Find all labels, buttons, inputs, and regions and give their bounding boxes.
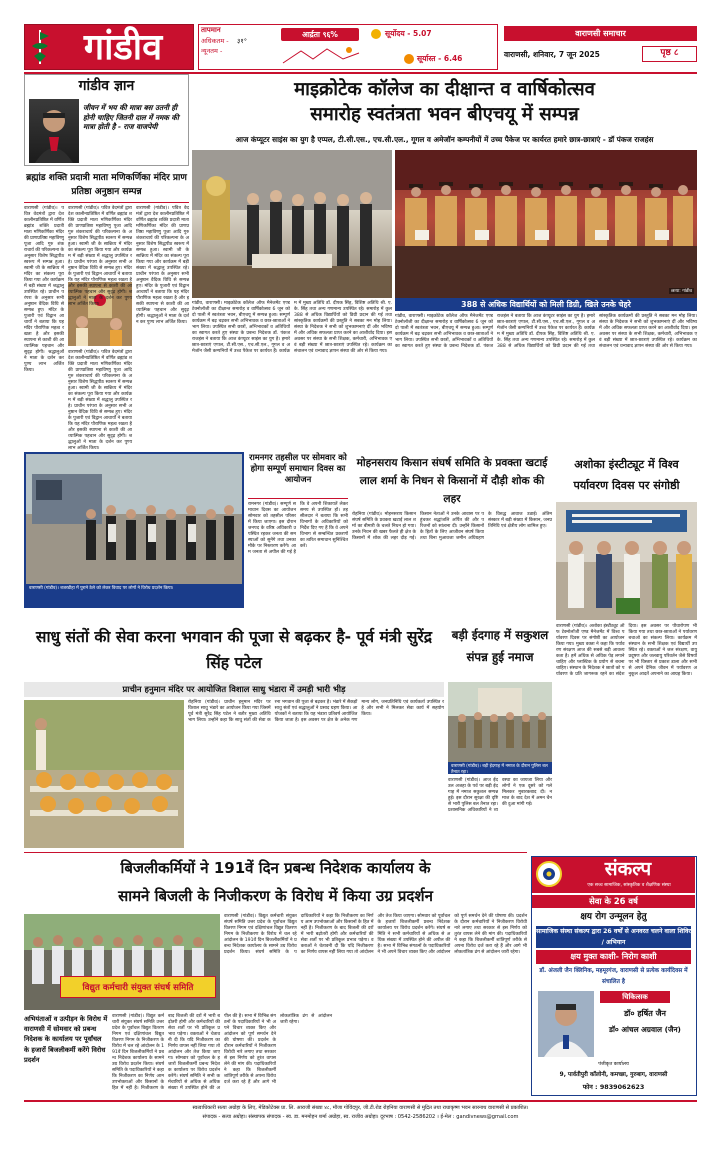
lead-body: गांडीव, वाराणसी। माइक्रोटेक कॉलेज ऑफ मैनेजमेंट एण्ड टेक्नोलॉजी का दीक्षान्त समारोह व वार्षिकोत्सव 6 जून को दो पाली में स्वतंत्रता भवन, बीएचयू में सम्पन्न हुआ। सम्पूर्ण कार्यक्रम में बढ़ चढ़कर सभी अभिभावक व छात्र-छात्राओं ने भाग लिया। उपस्थित सभी छात्रों, अभिभावकों व अतिथियों का स्वागत करते हुए संस्था के प्रबन्ध निदेशक डॉ. पंकज राजहंस ने बताया कि आज कंप्यूटर साइंस का युग है। हमारे छात्र-छात्राएं एप्पल, टी.सी.एस., एच.सी.एल., गूगल व अमेजॉन जैसी कम्पनियों में उच्च पैकेज पर कार्यरत हैं। कार्यक्रम में मुख्य अतिथि डॉ. दीपक सिंह, विशिष्ट अतिथि श्री. ए. के. सिंह तथा अन्य गणमान्य उपस्थित रहे। समारोह में कुल 388 से अधिक विद्यार्थियों को डिग्री प्रदान की गई तथा सांस्कृतिक कार्यक्रमों की प्रस्तुति ने सबका मन मोह लिया। संस्था के निदेशक ने सभी को शुभकामनाएं दीं और भविष्य में और अधिक सफलता प्राप्त करने का आशीर्वाद दिया। इस अवसर पर संस्था के सभी शिक्षक, कर्मचारी, अभिभावक एवं बड़ी संख्या में छात्र-छात्राएं उपस्थित रहे। कार्यक्रम का संचालन एवं धन्यवाद ज्ञापन संस्था की ओर से किया गया। [192,301,392,354]
sankalp-title: संकल्प [604,858,652,880]
temple-rule [24,202,189,203]
masthead [24,24,697,70]
sadhu-body: रोहनिया (गांडीव)। प्राचीन हनुमान मंदिर पर विशाल साधु भंडारे का आयोजन किया गया जिसमें पूर्व मंत्री सुरेंद्र सिंह पटेल ने बतौर मुख्य अतिथि भाग लिया। उन्होंने कहा कि साधु संतों की सेवा करना भगवान की पूजा से बढ़कर है। भंडारे में सैकड़ों साधु संतों एवं श्रद्धालुओं ने प्रसाद ग्रहण किया। आयोजकों ने बताया कि यह भंडारा प्रतिवर्ष आयोजित किया जाता है। इस अवसर पर क्षेत्र के अनेक गणमान्य लोग, जनप्रतिनिधि एवं कार्यकर्ता उपस्थित रहे और सभी ने मिलकर सेवा कार्य में सहयोग किया। [188,700,444,723]
temple-body-left: वाराणसी (गांडीव)। पवित्र वेदमंत्रों द्वारा देश कालीनप्रतिष्ठित में वर्णित ब्रह्मांड शक्ति प्रदात्री माता मणिकर्णिका मंदिर की प्राणप्रतिष्ठा महाविष्णु पूजा आदि गुरु शंकराचार्य की परिकल्पना के अनुसार विशेष सिद्धपीठ स्वरूप में सम्पन्न हुआ। स्वामी जी के सान्निध्य में मंदिर का संकल्प पूरा किया गया और कार्यक्रम में बड़ी संख्या में श्रद्धालु उपस्थित रहे। प्राचीन परंपरा के अनुसार सभी अनुष्ठान वैदिक विधि से सम्पन्न हुए। मंदिर के पुजारी एवं विद्वान आचार्यों ने बताया कि यह मंदिर पौराणिक महत्व रखता है और इसकी स्थापना से काशी की आध्यात्मिक पहचान और सुदृढ़ होगी। श्रद्धालुओं ने माता के दर्शन कर पुण्य लाभ अर्जित किया। [24,206,65,373]
sankalp-address: 9, पार्वतीपुरी कॉलोनी, कमच्छा, गुरुबाग, वाराणसी [559,1072,668,1078]
eidgah-headline: बड़ी ईदगाह में सकुशल संपन्न हुई नमाज [451,628,549,664]
masthead-name: गांडीव [83,26,163,68]
eidgah-body: वाराणसी (गांडीव)। आज ईद उल अजहा के पर्व पर बड़ी ईदगाह में नमाज सकुशल सम्पन्न हुई। इस दौरान सुरक्षा की दृष्टि से भारी पुलिस बल तैनात रहा। प्रशासनिक अधिकारियों ने व्यवस्था का जायजा लिया और लोगों ने एक दूसरे को गले मिलकर मुबारकबाद दी। नमाज के बाद देश में अमन चैन की दुआ मांगी गई। [448,778,552,813]
lead-photo-caption: 388 से अधिक विद्यार्थियों को मिली डिग्री, खिले उनके चेहरे [395,298,697,311]
bijli-side-text: अभियंताओं व उत्पीड़न के विरोध में वाराणसी में सोमवार को प्रबन्ध निदेशक के कार्यालय पर पूर्वांचल के हजारों बिजलीकर्मी करेंगे विरोध प्रदर्शन [24,1015,108,1064]
dateline: वाराणसी, शनिवार, 7 जून 2025 [504,50,600,59]
ramnagar-body: रामनगर (गांडीव)। सम्पूर्ण समाधान दिवस का आयोजन सोमवार को तहसील परिसर में किया जाएगा। इस दौरान जनपद के वरिष्ठ अधिकारी उपस्थित रहकर जनता की समस्याओं को सुनेंगे तथा उनका मौके पर निस्तारण करेंगे। आम जनता से अपील की गई है कि वे अपनी शिकायतें लेकर समय से उपस्थित हों। तहसीलदार ने बताया कि सभी विभागों के अधिकारियों को निर्देश दिए गए हैं कि वे अपने विभाग से सम्बन्धित प्रकरणों का त्वरित समाधान सुनिश्चित करें। [248,502,348,555]
sankalp-chikitsak: चिकित्सक [600,991,670,1003]
sun-icon [371,29,381,39]
ramnagar-photo [24,452,244,608]
bijli-body: वाराणसी (गांडीव)। विद्युत कर्मचारी संयुक्त संघर्ष समिति उत्तर प्रदेश के पूर्वांचल विद्युत वितरण निगम एवं दक्षिणांचल विद्युत वितरण निगम के निजीकरण के विरोध में चल रहे आंदोलन के 191वें दिन बिजलीकर्मियों ने प्रबन्ध निदेशक कार्यालय के सामने उग्र विरोध प्रदर्शन किया। संघर्ष समिति के पदाधिकारियों ने कहा कि निजीकरण का निर्णय आम उपभोक्ताओं और किसानों के हित में नहीं है। निजीकरण के बाद बिजली की दरों में भारी बढ़ोतरी होगी और कर्मचारियों की सेवा शर्तों पर भी प्रतिकूल प्रभाव पड़ेगा। वक्ताओं ने चेतावनी दी कि यदि निजीकरण का निर्णय वापस नहीं लिया गया तो आंदोलन और तेज किया जाएगा। सोमवार को पूर्वांचल के हजारों बिजलीकर्मी प्रबन्ध निदेशक कार्यालय पर विरोध प्रदर्शन करेंगे। संघर्ष समिति ने सभी कर्मचारियों से अधिक से अधिक संख्या में उपस्थित होने की अपील की है। सभा में विभिन्न संगठनों के पदाधिकारियों ने भी अपने विचार व्यक्त किए और आंदोलन को पूर्ण समर्थन देने की घोषणा की। प्रदर्शन के दौरान कर्मचारियों ने निजीकरण विरोधी नारे लगाए तथा सरकार से इस निर्णय को तुरंत वापस लेने की मांग की। पदाधिकारियों ने कहा कि बिजलीकर्मी शांतिपूर्ण तरीके से अपना विरोध दर्ज करा रहे हैं और आगे भी लोकतांत्रिक ढंग से आंदोलन जारी रहेगा। [224,914,527,955]
sunrise-value: सूर्योदय - 5.07 [385,29,432,38]
lead-photo-graduates [395,150,697,298]
temple-headline: ब्रह्मांड शक्ति प्रदात्री माता मणिकर्णिका मंदिर प्राण प्रतिष्ठा अनुष्ठान सम्पन्न [26,173,187,197]
lead-photo-stage [192,150,392,298]
weather-box [198,24,498,70]
eidgah-photo-caption: वाराणसी (गांडीव)। बड़ी ईदगाह में नमाज के दौरान पुलिस बल तैनात रहा। [448,762,552,774]
gyan-portrait [29,99,79,163]
humidity-badge: आर्द्रता ९६% [281,28,359,41]
sankalp-p3: डॉ. अंजली जैन क्लिनिक, महमूरगंज, वाराणसी से प्रत्येक कार्यदिवस में संचालित है [539,968,688,985]
sunset-value: सूर्यास्त - 6.46 [417,54,463,63]
lead-subhead: आज कंप्यूटर साइंस का युग है एप्पल, टी.सी.एस., एच.सी.एल., गूगल व अमेजॉन कम्पनीयों में उच्च पैकेज पर कार्यरत हमारे छात्र-छात्राएं - डॉ पंकज राजहंस [235,135,654,144]
mohansarai-body: रोहनिया (गांडीव)। मोहनसराय किसान संघर्ष समिति के प्रवक्ता खटाई लाल शर्मा का बीमारी के चलते निधन हो गया। उनके निधन की खबर फैलते ही क्षेत्र के किसानों में शोक की लहर दौड़ गई। किसान नेताओं ने उनके आवास पर पहुंचकर श्रद्धांजलि अर्पित की और परिजनों को सांत्वना दी। उन्होंने किसानों के हितों के लिए आजीवन संघर्ष किया तथा बिना मुआवजा जमीन अधिग्रहण के विरुद्ध आवाज उठाई। अंतिम संस्कार में बड़ी संख्या में किसान, जनप्रतिनिधि एवं क्षेत्रीय लोग शामिल हुए। [352,512,552,541]
moon-icon [404,54,414,64]
section-label: वाराणसी समाचार [504,26,697,41]
footer-rule [24,1100,697,1102]
sankalp-dr2: डॉ० आंचल अग्रवाल (जैन) [609,1025,681,1034]
lead-headline-1: माइक्रोटेक कॉलेज का दीक्षान्त व वार्षिकोत्सव [294,79,595,100]
sankalp-mobile: फोन : 9839062623 [582,1083,645,1091]
bijli-body-under-photo: वाराणसी (गांडीव)। विद्युत कर्मचारी संयुक्त संघर्ष समिति उत्तर प्रदेश के पूर्वांचल विद्युत वितरण निगम एवं दक्षिणांचल विद्युत वितरण निगम के निजीकरण के विरोध में चल रहे आंदोलन के 191वें दिन बिजलीकर्मियों ने प्रबन्ध निदेशक कार्यालय के सामने उग्र विरोध प्रदर्शन किया। संघर्ष समिति के पदाधिकारियों ने कहा कि निजीकरण का निर्णय आम उपभोक्ताओं और किसानों के हित में नहीं है। निजीकरण के बाद बिजली की दरों में भारी बढ़ोतरी होगी और कर्मचारियों की सेवा शर्तों पर भी प्रतिकूल प्रभाव पड़ेगा। वक्ताओं ने चेतावनी दी कि यदि निजीकरण का निर्णय वापस नहीं लिया गया तो आंदोलन और तेज किया जाएगा। सोमवार को पूर्वांचल के हजारों बिजलीकर्मी प्रबन्ध निदेशक कार्यालय पर विरोध प्रदर्शन करेंगे। संघर्ष समिति ने सभी कर्मचारियों से अधिक से अधिक संख्या में उपस्थित होने की अपील की है। सभा में विभिन्न संगठनों के पदाधिकारियों ने भी अपने विचार व्यक्त किए और आंदोलन को पूर्ण समर्थन देने की घोषणा की। प्रदर्शन के दौरान कर्मचारियों ने निजीकरण विरोधी नारे लगाए तथा सरकार से इस निर्णय को तुरंत वापस लेने की मांग की। पदाधिकारियों ने कहा कि बिजलीकर्मी शांतिपूर्ण तरीके से अपना विरोध दर्ज करा रहे हैं और आगे भी लोकतांत्रिक ढंग से आंदोलन जारी रहेगा। [112,1014,332,1091]
bijli-banner: विद्युत कर्मचारी संयुक्त संघर्ष समिति [60,976,216,998]
sankalp-subtitle: एक सच्च सामाजिक, सांस्कृतिक व शैक्षणिक संस्था [587,883,671,888]
ashoka-body: वाराणसी (गांडीव)। अशोका इंस्टीट्यूट ऑफ टेक्नोलॉजी एण्ड मैनेजमेंट में विश्व पर्यावरण दिवस पर संगोष्ठी का आयोजन किया गया। मुख्य वक्ता ने कहा कि पर्यावरण संरक्षण आज की सबसे बड़ी आवश्यकता है। हमें अधिक से अधिक पेड़ लगाने चाहिए और प्लास्टिक के प्रयोग से बचना चाहिए। संस्थान के निदेशक ने छात्रों को पर्यावरण के प्रति जागरूक रहने का संदेश दिया। इस अवसर पर पौधारोपण भी किया गया तथा छात्र-छात्राओं ने पर्यावरण बचाओ का संकल्प लिया। कार्यक्रम में संस्थान के सभी शिक्षक एवं विद्यार्थी उपस्थित रहे। वक्ताओं ने जल संरक्षण, वायु प्रदूषण और जलवायु परिवर्तन जैसे विषयों पर भी विस्तार से प्रकाश डाला और सभी से अपने दैनिक जीवन में पर्यावरण अनुकूल आदतें अपनाने का आग्रह किया। [556,624,697,677]
footer-line-2: संपादक - सत्या अग्रोहा। संस्थापक संपादक - स्व. डा. मनमोहन शर्मा अग्रोहा, स्व. राजीव अग्रोहा। दूरभाष : 0542-2586202 । ई-मेल : gandivnews@gmail.com [202,1114,519,1120]
sankalp-kshay: क्षय रोग उन्मूलन हेतु [580,912,647,922]
lead-body-cont: गांडीव, वाराणसी। माइक्रोटेक कॉलेज ऑफ मैनेजमेंट एण्ड टेक्नोलॉजी का दीक्षान्त समारोह व वार्षिकोत्सव 6 जून को दो पाली में स्वतंत्रता भवन, बीएचयू में सम्पन्न हुआ। सम्पूर्ण कार्यक्रम में बढ़ चढ़कर सभी अभिभावक व छात्र-छात्राओं ने भाग लिया। उपस्थित सभी छात्रों, अभिभावकों व अतिथियों का स्वागत करते हुए संस्था के प्रबन्ध निदेशक डॉ. पंकज राजहंस ने बताया कि आज कंप्यूटर साइंस का युग है। हमारे छात्र-छात्राएं एप्पल, टी.सी.एस., एच.सी.एल., गूगल व अमेजॉन जैसी कम्पनियों में उच्च पैकेज पर कार्यरत हैं। कार्यक्रम में मुख्य अतिथि डॉ. दीपक सिंह, विशिष्ट अतिथि श्री. ए. के. सिंह तथा अन्य गणमान्य उपस्थित रहे। समारोह में कुल 388 से अधिक विद्यार्थियों को डिग्री प्रदान की गई तथा सांस्कृतिक कार्यक्रमों की प्रस्तुति ने सबका मन मोह लिया। संस्था के निदेशक ने सभी को शुभकामनाएं दीं और भविष्य में और अधिक सफलता प्राप्त करने का आशीर्वाद दिया। इस अवसर पर संस्था के सभी शिक्षक, कर्मचारी, अभिभावक एवं बड़ी संख्या में छात्र-छात्राएं उपस्थित रहे। कार्यक्रम का संचालन एवं धन्यवाद ज्ञापन संस्था की ओर से किया गया। [395,314,697,349]
sadhu-photo [24,700,184,848]
masthead-logo [24,24,194,70]
flag-emblem-icon [29,28,51,66]
bijli-photo [24,914,220,1010]
sankalp-doctor-photo [538,991,594,1057]
sankalp-p2: क्षय मुक्त काशी- निरोग काशी [536,950,691,964]
temple-body-mid2: वाराणसी (गांडीव)। पवित्र वेदमंत्रों द्वारा देश कालीनप्रतिष्ठित में वर्णित ब्रह्मांड शक्ति प्रदात्री माता मणिकर्णिका मंदिर की प्राणप्रतिष्ठा महाविष्णु पूजा आदि गुरु शंकराचार्य की परिकल्पना के अनुसार विशेष सिद्धपीठ स्वरूप में सम्पन्न हुआ। स्वामी जी के सान्निध्य में मंदिर का संकल्प पूरा किया गया और कार्यक्रम में बड़ी संख्या में श्रद्धालु उपस्थित रहे। प्राचीन परंपरा के अनुसार सभी अनुष्ठान वैदिक विधि से सम्पन्न हुए। मंदिर के पुजारी एवं विद्वान आचार्यों ने बताया कि यह मंदिर पौराणिक महत्व रखता है और इसकी स्थापना से काशी की आध्यात्मिक पहचान और सुदृढ़ होगी। श्रद्धालुओं ने माता के दर्शन कर पुण्य लाभ अर्जित किया। [68,350,132,451]
bijli-headline-1: बिजलीकर्मियों ने 191वें दिन प्रबन्ध निदेशक कार्यालय के [120,859,431,877]
sankalp-ad [531,856,697,1096]
bijli-rule [24,852,527,853]
footer-line-1: स्वत्वाधिकारी सत्या अग्रोहा के लिए, मेडिकोटेक्स प्रा. लि. आराजी संख्या ४८, मौजा गोविंदपुर, जी.टी.रोड रोहनिया वाराणसी से मुद्रित तथा राधाकृष्ण भवन सारनाथ वाराणसी से प्रकाशित। [192,1105,529,1111]
weather-drawing-icon [281,45,361,67]
eidgah-photo [448,682,552,774]
sankalp-seva: सेवा के 26 वर्ष [532,895,695,908]
ramnagar-headline: रामनगर तहसील पर सोमवार को होगा सम्पूर्ण समाधान दिवस का आयोजन [249,452,347,484]
sankalp-p1: सामाजिक संस्था संकल्प द्वारा 26 वर्षों से अनवरत चलने वाला शिविर / अभियान [536,928,691,946]
temple-body-right: वाराणसी (गांडीव)। पवित्र वेदमंत्रों द्वारा देश कालीनप्रतिष्ठित में वर्णित ब्रह्मांड शक्ति प्रदात्री माता मणिकर्णिका मंदिर की प्राणप्रतिष्ठा महाविष्णु पूजा आदि गुरु शंकराचार्य की परिकल्पना के अनुसार विशेष सिद्धपीठ स्वरूप में सम्पन्न हुआ। स्वामी जी के सान्निध्य में मंदिर का संकल्प पूरा किया गया और कार्यक्रम में बड़ी संख्या में श्रद्धालु उपस्थित रहे। प्राचीन परंपरा के अनुसार सभी अनुष्ठान वैदिक विधि से सम्पन्न हुए। मंदिर के पुजारी एवं विद्वान आचार्यों ने बताया कि यह मंदिर पौराणिक महत्व रखता है और इसकी स्थापना से काशी की आध्यात्मिक पहचान और सुदृढ़ होगी। श्रद्धालुओं ने माता के दर्शन कर पुण्य लाभ अर्जित किया। [136,206,189,325]
temp-max-label: अधिकतम - [201,37,229,45]
ashoka-headline: अशोका इंस्टीट्यूट में विश्व पर्यावरण दिवस पर संगोष्ठी [573,458,680,492]
temp-min-label: न्यूनतम - [201,47,223,55]
ramnagar-photo-caption: वाराणसी (गांडीव)। बजरडीहा में पुराने ठेले को लेकर विवाद पर लोगों ने विरोध प्रदर्शन किया। [26,584,242,606]
bijli-headline-2: सामने बिजली के निजीकरण के विरोध में किया उग्र प्रदर्शन [118,887,433,905]
gyan-box [24,74,189,166]
sadhu-headline: साधु संतों की सेवा करना भगवान की पूजा से बढ़कर है- पूर्व मंत्री सुरेंद्र सिंह पटेल [35,628,433,672]
page-number: पृष्ठ ८ [642,46,697,62]
ashoka-photo [556,502,697,620]
sankalp-emblem-icon [536,861,562,887]
gyan-title: गांडीव ज्ञान [78,78,135,94]
sankalp-dr1: डॉ० हर्षित जैन [624,1009,666,1018]
sankalp-header [532,857,695,893]
temp-max-value: ३१° [237,37,248,45]
sankalp-clinic: पंजीकृत कार्यालय [598,1062,629,1067]
lead-photo-credit: छाया: गांडीव [671,289,692,294]
lead-headline-2: समारोह स्वतंत्रता भवन बीएचयू में सम्पन्न [310,104,579,125]
temp-label: तापमान [201,26,221,34]
ramnagar-rule [248,498,348,499]
temple-body-mid: वाराणसी (गांडीव)। पवित्र वेदमंत्रों द्वारा देश कालीनप्रतिष्ठित में वर्णित ब्रह्मांड शक्ति प्रदात्री माता मणिकर्णिका मंदिर की प्राणप्रतिष्ठा महाविष्णु पूजा आदि गुरु शंकराचार्य की परिकल्पना के अनुसार विशेष सिद्धपीठ स्वरूप में सम्पन्न हुआ। स्वामी जी के सान्निध्य में मंदिर का संकल्प पूरा किया गया और कार्यक्रम में बड़ी संख्या में श्रद्धालु उपस्थित रहे। प्राचीन परंपरा के अनुसार सभी अनुष्ठान वैदिक विधि से सम्पन्न हुए। मंदिर के पुजारी एवं विद्वान आचार्यों ने बताया कि यह मंदिर पौराणिक महत्व रखता है और इसकी स्थापना से काशी की आध्यात्मिक पहचान और सुदृढ़ होगी। श्रद्धालुओं ने माता के दर्शन कर पुण्य लाभ अर्जित किया। [68,206,132,307]
gyan-quote: जीवन में भय की मात्रा बस उतनी ही होनी चाहिए जितनी दाल में नमक की मात्रा होती है - राज वाजपेयी [83,103,179,132]
sadhu-band: प्राचीन हनुमान मंदिर पर आयोजित विशाल साधु भंडारा में उमड़ी भारी भीड़ [24,682,444,697]
mohansarai-headline: मोहनसराय किसान संघर्ष समिति के प्रवक्ता खटाई लाल शर्मा के निधन से किसानों में दौड़ी शोक की लहर [356,457,548,505]
